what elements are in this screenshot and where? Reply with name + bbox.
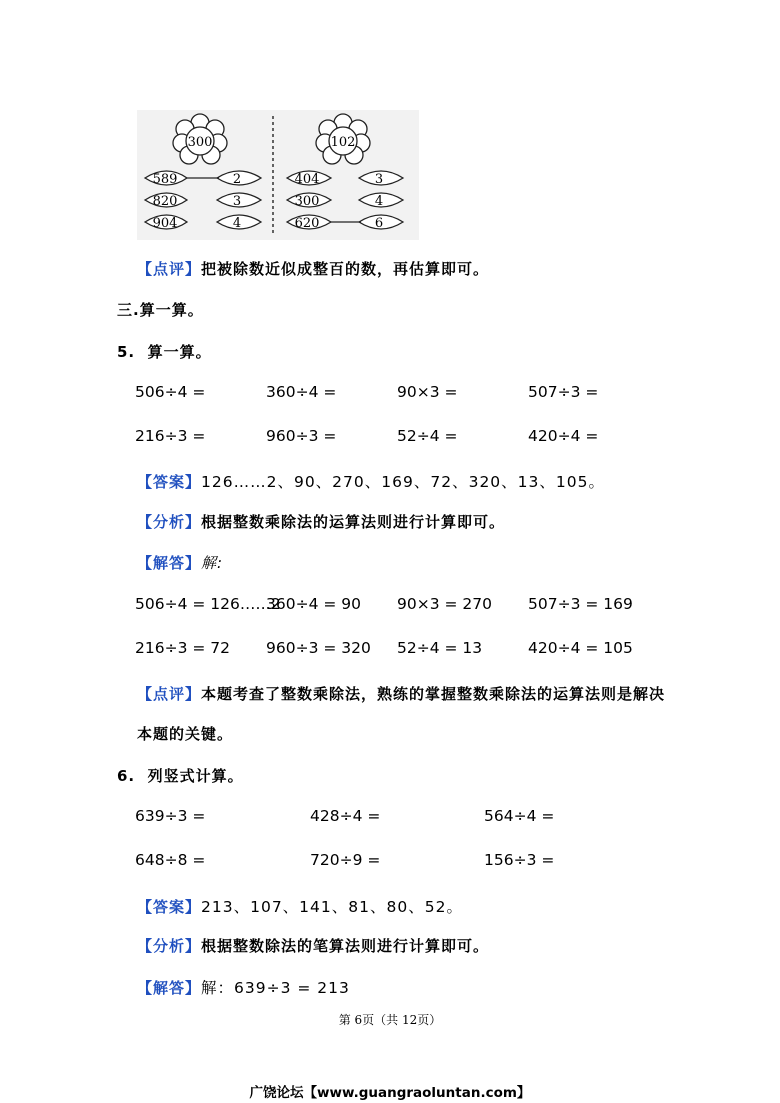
question-number: 5.	[117, 343, 136, 361]
problem: 648÷8 =	[135, 851, 206, 869]
solution: 506÷4 = 126……2	[135, 595, 281, 613]
problem: 960÷3 =	[266, 427, 337, 445]
answer-tag: 【答案】	[137, 898, 202, 916]
analysis-line	[137, 511, 505, 532]
problem: 639÷3 =	[135, 807, 206, 825]
leaf-number: 4	[232, 216, 242, 231]
leaf-number: 820	[152, 194, 178, 209]
flower-number: 300	[187, 135, 213, 150]
answer-line	[137, 470, 605, 492]
answer-tag: 【答案】	[137, 473, 202, 491]
leaf-number: 904	[152, 216, 178, 231]
section-heading: 三.算一算。	[117, 301, 204, 319]
analysis-text: 根据整数除法的笔算法则进行计算即可。	[201, 937, 490, 955]
comment-text: 本题考查了整数乘除法，熟练的掌握整数乘除法的运算法则是解决	[201, 685, 666, 703]
analysis-tag: 【分析】	[137, 513, 202, 531]
leaf-number: 6	[374, 216, 384, 231]
comment-text-continued: 本题的关键。	[137, 725, 234, 743]
problem: 420÷4 =	[528, 427, 599, 445]
problem: 720÷9 =	[310, 851, 381, 869]
solution: 52÷4 = 13	[397, 639, 483, 657]
solution: 420÷4 = 105	[528, 639, 633, 657]
leaf-number: 620	[294, 216, 320, 231]
solution-line	[137, 552, 223, 573]
page-number: 第 6页（共 12页）	[338, 1013, 442, 1027]
comment-line	[137, 258, 489, 279]
leaf-number: 3	[232, 194, 242, 209]
leaf-number: 589	[152, 172, 178, 187]
comment-text: 把被除数近似成整百的数，再估算即可。	[201, 260, 490, 278]
analysis-line	[137, 935, 489, 956]
problem: 90×3 =	[397, 383, 458, 401]
solution-line	[137, 976, 350, 998]
leaf-number: 2	[232, 172, 242, 187]
problem: 506÷4 =	[135, 383, 206, 401]
question-6-heading	[117, 765, 244, 786]
solution: 960÷3 = 320	[266, 639, 371, 657]
problem: 360÷4 =	[266, 383, 337, 401]
question-title: 列竖式计算。	[147, 767, 244, 785]
site-footer: 广饶论坛【www.guangraoluntan.com】	[249, 1085, 531, 1101]
estimation-figure	[137, 110, 419, 240]
leaf-number: 300	[294, 194, 320, 209]
flower-leaf-diagram	[137, 110, 419, 240]
problem: 564÷4 =	[484, 807, 555, 825]
comment-tag: 【点评】	[137, 260, 202, 278]
answer-text: 213、107、141、81、80、52。	[201, 898, 463, 916]
leaf-number: 404	[294, 172, 320, 187]
solution-intro: 解:	[201, 554, 224, 572]
solution: 507÷3 = 169	[528, 595, 633, 613]
problem: 507÷3 =	[528, 383, 599, 401]
answer-line	[137, 895, 463, 917]
question-number: 6.	[117, 767, 136, 785]
question-5-heading	[117, 341, 212, 362]
question-title: 算一算。	[147, 343, 212, 361]
flower-number: 102	[330, 135, 356, 150]
problem: 216÷3 =	[135, 427, 206, 445]
problem: 428÷4 =	[310, 807, 381, 825]
solution-tag: 【解答】	[137, 554, 202, 572]
solution-text: 解：639÷3 = 213	[201, 979, 350, 997]
comment-line	[137, 683, 665, 704]
leaf-number: 4	[374, 194, 384, 209]
problem: 52÷4 =	[397, 427, 458, 445]
analysis-tag: 【分析】	[137, 937, 202, 955]
solution: 216÷3 = 72	[135, 639, 230, 657]
answer-text: 126……2、90、270、169、72、320、13、105。	[201, 473, 605, 491]
analysis-text: 根据整数乘除法的运算法则进行计算即可。	[201, 513, 506, 531]
leaf-number: 3	[374, 172, 384, 187]
comment-tag: 【点评】	[137, 685, 202, 703]
solution-tag: 【解答】	[137, 979, 202, 997]
solution: 90×3 = 270	[397, 595, 492, 613]
problem: 156÷3 =	[484, 851, 555, 869]
solution: 360÷4 = 90	[266, 595, 361, 613]
